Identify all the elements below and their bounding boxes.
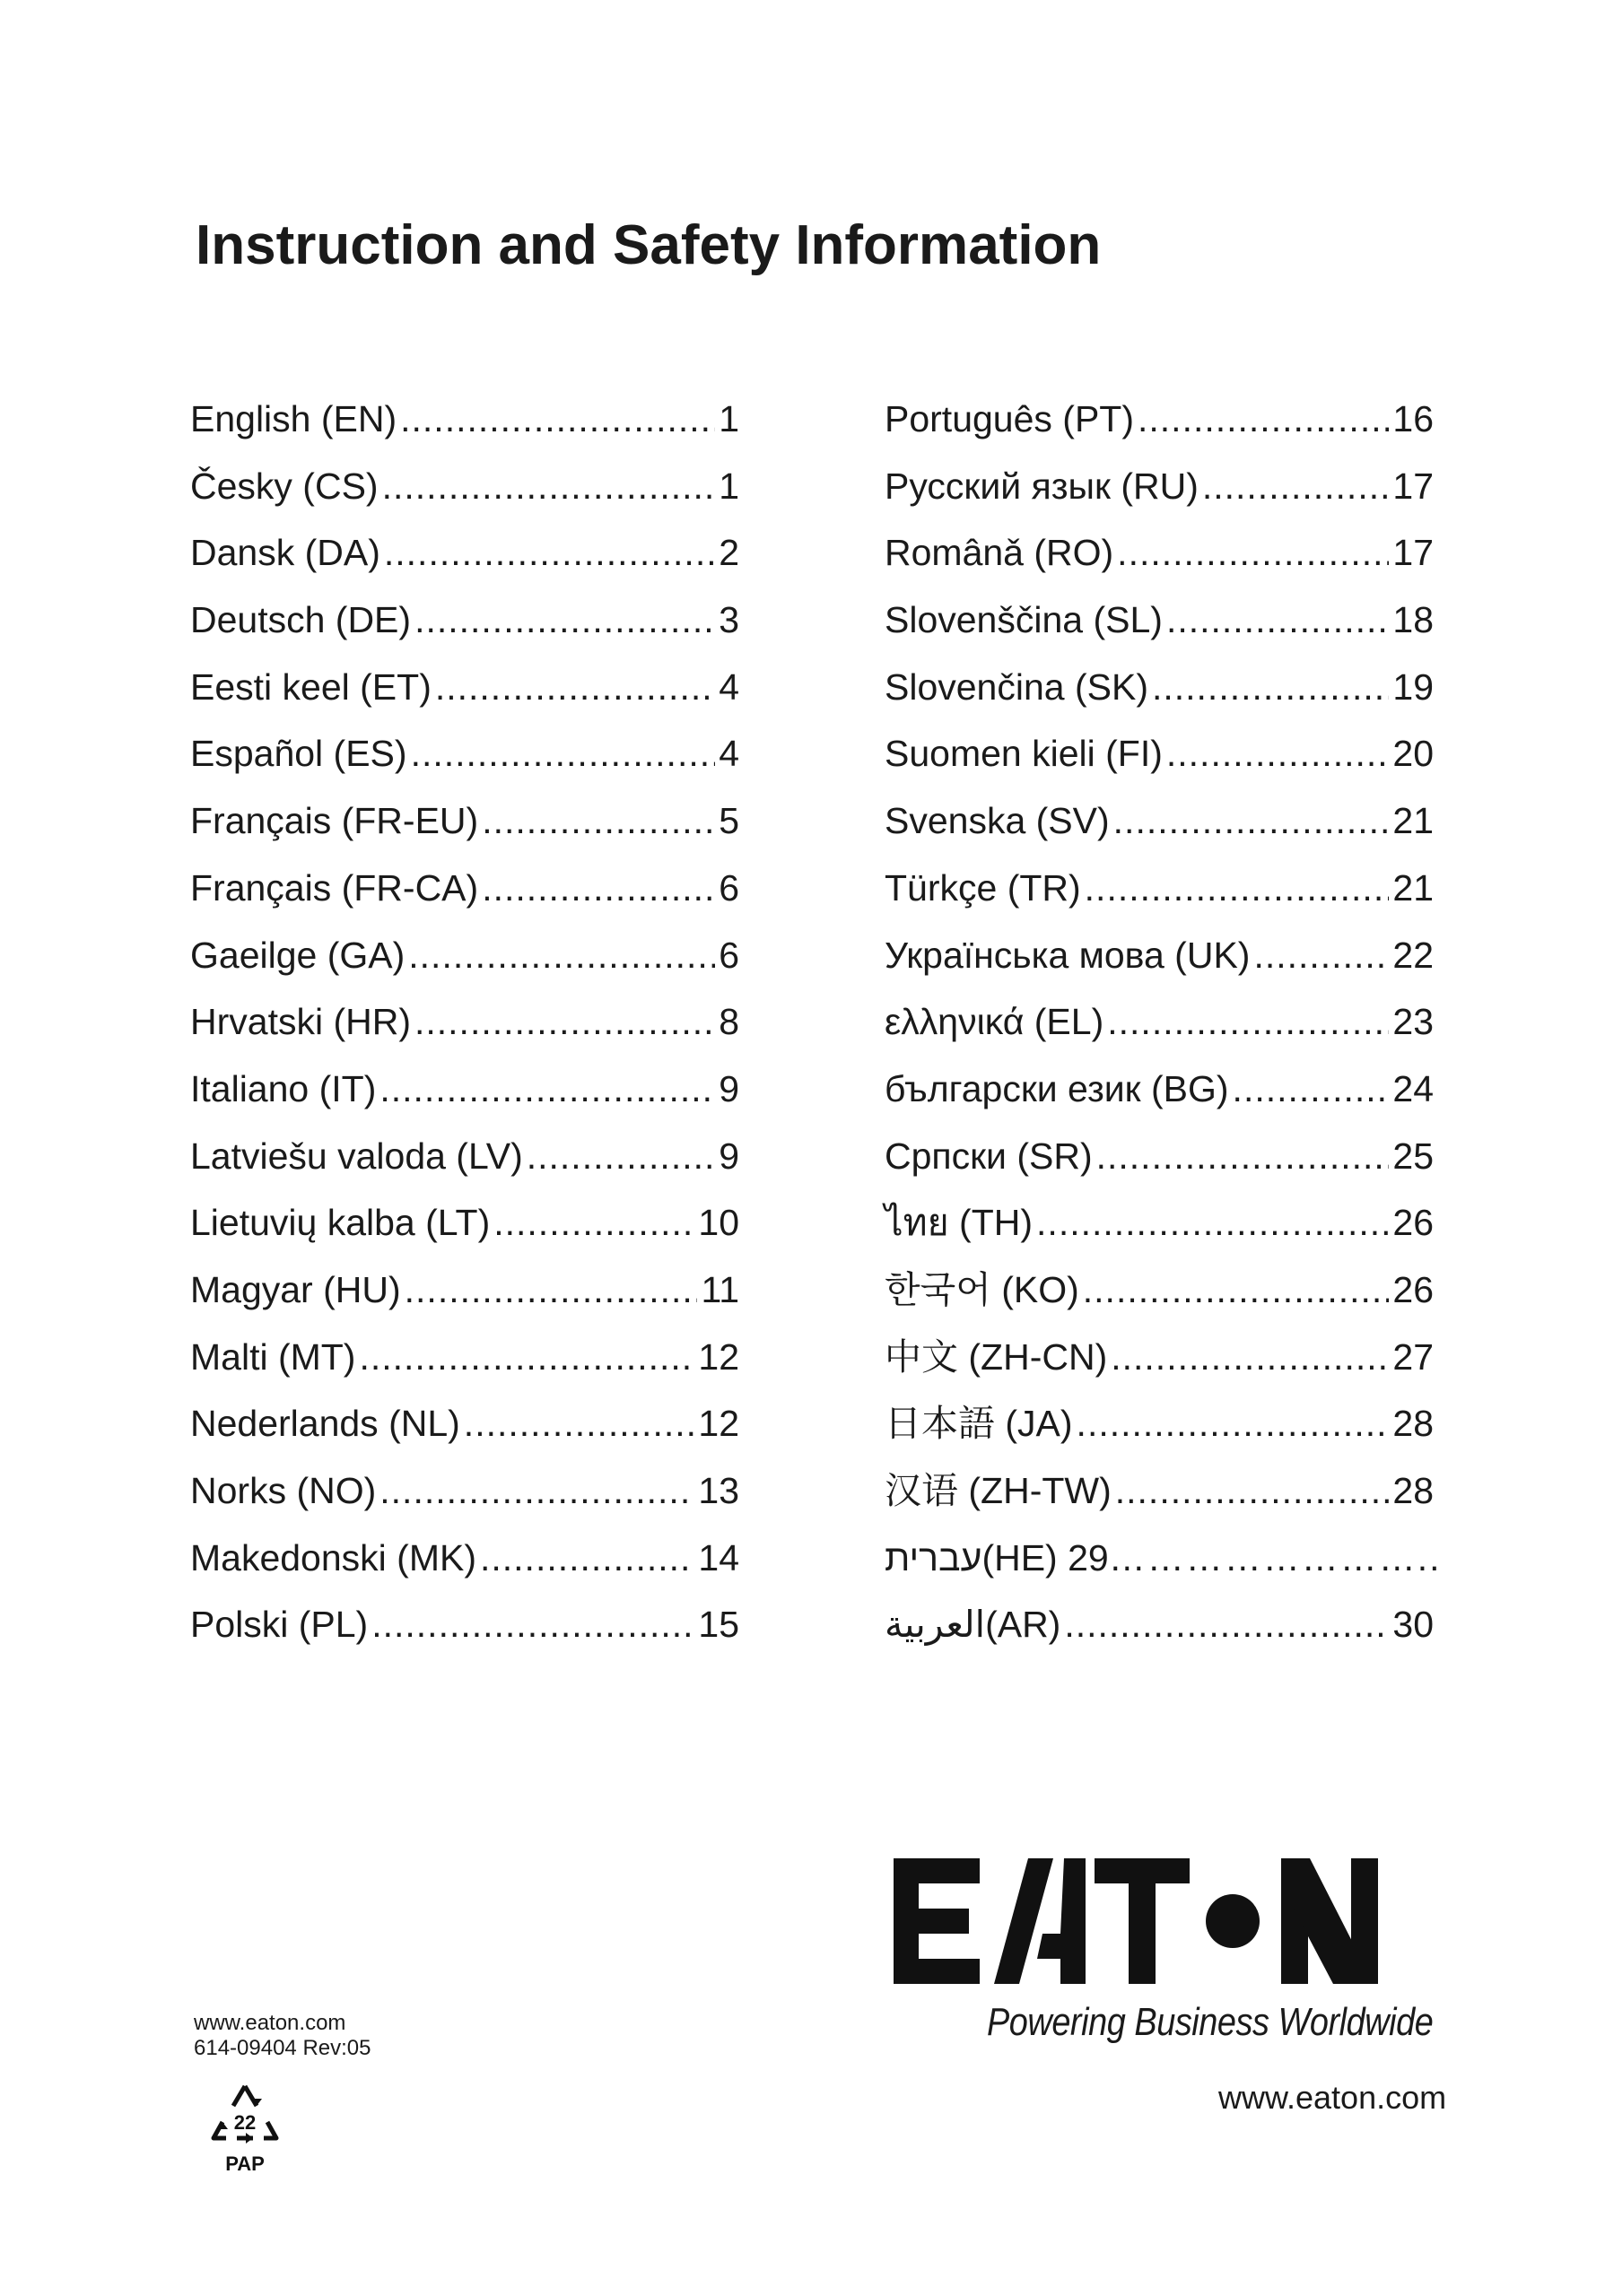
toc-leader-dots [359, 1324, 694, 1391]
toc-entry-page: 22 [1392, 934, 1434, 976]
toc-entry[interactable] [885, 1123, 1434, 1190]
brand-website[interactable]: www.eaton.com [1218, 2079, 1447, 2116]
toc-leader-dots [1096, 1123, 1390, 1190]
toc-leader-dots [411, 720, 716, 787]
toc-entry-label: ไทย (TH) [885, 1202, 1034, 1244]
eaton-logo-mark [894, 1858, 1468, 1984]
toc-leader-dots [1253, 922, 1389, 989]
footer-website[interactable]: www.eaton.com [194, 2011, 346, 2035]
toc-entry[interactable] [885, 1457, 1434, 1525]
toc-entry[interactable] [885, 855, 1434, 922]
toc-entry-label: Românǎ (RO) [885, 532, 1114, 574]
toc-entry[interactable] [190, 654, 739, 721]
toc-entry-label: עברית(HE) 29 [885, 1536, 1109, 1578]
recycle-number: 22 [233, 2111, 257, 2134]
toc-entry-label: Српски (SR) [885, 1135, 1093, 1177]
toc-entry-page: 17 [1392, 465, 1434, 507]
toc-entry-label: Nederlands (NL) [190, 1403, 460, 1445]
toc-entry-page: 26 [1392, 1202, 1434, 1244]
toc-entry-label: Deutsch (DE) [190, 599, 412, 641]
toc-entry[interactable] [190, 922, 739, 989]
toc-leader-dots [480, 1525, 694, 1592]
toc-entry[interactable] [885, 1324, 1434, 1391]
toc-entry-label: ελληνικά (EL) [885, 1001, 1104, 1043]
toc-entry-page: 28 [1392, 1403, 1434, 1445]
toc-leader-dots [482, 787, 715, 855]
toc-entry-label: Eesti keel (ET) [190, 665, 432, 708]
toc-leader-dots [1064, 1591, 1389, 1658]
toc-entry-page: 4 [719, 733, 739, 775]
toc-entry-label: Português (PT) [885, 398, 1134, 439]
toc-entry-page: 14 [698, 1536, 739, 1578]
toc-entry[interactable] [190, 1525, 739, 1592]
toc-entry[interactable] [190, 988, 739, 1056]
toc-entry-label: Malti (MT) [190, 1335, 356, 1378]
toc-entry-label: Slovenčina (SK) [885, 665, 1148, 708]
toc-entry-page: 17 [1392, 532, 1434, 574]
toc-leader-dots [1117, 519, 1389, 587]
toc-entry[interactable] [190, 587, 739, 654]
toc-entry-label: Latviešu valoda (LV) [190, 1135, 523, 1177]
toc-entry-label: 한국어 (KO) [885, 1268, 1079, 1310]
toc-entry-page: 1 [719, 398, 739, 439]
toc-leader-dots [464, 1390, 695, 1457]
toc-entry-page: 2 [719, 532, 739, 574]
toc-entry-label: Magyar (HU) [190, 1268, 401, 1310]
toc-leader-dots: …………………….. [1108, 1536, 1442, 1578]
toc-entry[interactable] [885, 1056, 1434, 1123]
toc-entry[interactable] [885, 922, 1434, 989]
document-number: 614-09404 Rev:05 [194, 2036, 371, 2060]
eaton-logo [894, 1858, 1468, 1984]
toc-entry-page: 26 [1392, 1268, 1434, 1310]
toc-entry-page: 15 [698, 1604, 739, 1646]
toc-entry[interactable] [885, 519, 1434, 587]
toc-entry[interactable] [885, 787, 1434, 855]
toc-entry[interactable] [190, 453, 739, 520]
toc-entry-label: Français (FR-EU) [190, 800, 479, 842]
toc-entry[interactable] [190, 386, 739, 453]
toc-leader-dots [1152, 654, 1389, 721]
toc-entry-page: 11 [701, 1268, 739, 1310]
toc-leader-dots [1083, 1257, 1390, 1324]
toc-entry-page: 13 [698, 1470, 739, 1511]
toc-leader-dots [379, 1457, 694, 1525]
toc-entry[interactable] [885, 587, 1434, 654]
toc-leader-dots [1115, 1457, 1390, 1525]
toc-entry[interactable] [885, 1257, 1434, 1324]
toc-entry-label: Français (FR-CA) [190, 866, 479, 909]
toc-entry-page: 9 [719, 1067, 739, 1109]
toc-entry-page: 20 [1392, 733, 1434, 775]
toc-entry-label: Makedonski (MK) [190, 1536, 476, 1578]
toc-entry-page: 3 [719, 599, 739, 641]
toc-entry-page: 28 [1392, 1470, 1434, 1511]
toc-entry[interactable] [885, 720, 1434, 787]
toc-entry[interactable] [885, 1390, 1434, 1457]
toc-leader-dots [1166, 587, 1389, 654]
toc-entry-page: 19 [1392, 665, 1434, 708]
toc-entry-page: 5 [719, 800, 739, 842]
toc-entry-label: 汉语 (ZH-TW) [885, 1470, 1112, 1511]
toc-entry-page: 27 [1392, 1335, 1434, 1378]
toc-leader-dots [408, 922, 715, 989]
toc-leader-dots [1233, 1056, 1390, 1123]
toc-entry-page: 8 [719, 1001, 739, 1043]
toc-entry[interactable] [190, 720, 739, 787]
toc-entry-label: Türkçe (TR) [885, 866, 1081, 909]
toc-entry-label: Polski (PL) [190, 1604, 369, 1646]
toc-leader-dots [414, 988, 715, 1056]
toc-entry[interactable] [885, 1189, 1434, 1257]
toc-leader-dots [384, 519, 715, 587]
recycle-code: PAP [225, 2152, 265, 2175]
toc-leader-dots [414, 587, 715, 654]
toc-right-column [885, 386, 1442, 1658]
toc-entry[interactable] [190, 1056, 739, 1123]
toc-leader-dots [1111, 1324, 1389, 1391]
toc-leader-dots [435, 654, 715, 721]
toc-entry-label: Українська мова (UK) [885, 934, 1251, 976]
page-title: Instruction and Safety Information [196, 214, 1102, 276]
toc-leader-dots [1085, 855, 1390, 922]
toc-entry-label: Hrvatski (HR) [190, 1001, 411, 1043]
toc-leader-dots [400, 386, 715, 453]
toc-leader-dots [1202, 453, 1390, 520]
toc-leader-dots [382, 453, 716, 520]
toc-entry[interactable] [190, 855, 739, 922]
toc-entry-label: Norks (NO) [190, 1470, 377, 1511]
toc-entry-label: Suomen kieli (FI) [885, 733, 1163, 775]
toc-entry[interactable] [190, 519, 739, 587]
toc-entry-page: 16 [1392, 398, 1434, 439]
toc-entry-label: Slovenščina (SL) [885, 599, 1163, 641]
toc-entry-label: Česky (CS) [190, 465, 379, 507]
toc-leader-dots [527, 1123, 715, 1190]
toc-entry-page: 6 [719, 934, 739, 976]
toc-entry[interactable] [885, 1591, 1434, 1658]
toc-entry[interactable] [190, 1457, 739, 1525]
toc-leader-dots [371, 1591, 694, 1658]
toc-leader-dots [405, 1257, 698, 1324]
toc-leader-dots [482, 855, 715, 922]
toc-entry-page: 1 [719, 465, 739, 507]
toc-entry-page: 18 [1392, 599, 1434, 641]
toc-entry-page: 25 [1392, 1135, 1434, 1177]
toc-entry[interactable] [190, 787, 739, 855]
toc-leader-dots [1113, 787, 1390, 855]
toc-leader-dots [1107, 988, 1389, 1056]
toc-entry[interactable] [190, 1390, 739, 1457]
toc-leader-dots [1036, 1189, 1389, 1257]
toc-entry-label: Español (ES) [190, 733, 407, 775]
toc-entry[interactable] [190, 1324, 739, 1391]
toc-entry[interactable] [885, 654, 1434, 721]
toc-entry-label: Dansk (DA) [190, 532, 380, 574]
toc-entry-label: 日本語 (JA) [885, 1403, 1073, 1445]
toc-entry-label: български език (BG) [885, 1067, 1229, 1109]
toc-entry-label: العربية(AR) [885, 1604, 1061, 1646]
toc-entry-hebrew[interactable] [885, 1525, 1442, 1592]
toc-entry[interactable] [885, 453, 1434, 520]
toc-entry-page: 21 [1392, 800, 1434, 842]
toc-leader-dots [493, 1189, 694, 1257]
toc-entry-page: 12 [698, 1403, 739, 1445]
toc-entry[interactable] [885, 988, 1434, 1056]
toc-entry-label: Русский язык (RU) [885, 465, 1199, 507]
toc-leader-dots [1138, 386, 1389, 453]
toc-left-column [190, 386, 739, 1658]
toc-entry-page: 12 [698, 1335, 739, 1378]
toc-entry[interactable] [190, 1591, 739, 1658]
recycling-icon [205, 2079, 285, 2182]
toc-entry-page: 10 [698, 1202, 739, 1244]
toc-entry-page: 6 [719, 866, 739, 909]
toc-entry-label: Italiano (IT) [190, 1067, 377, 1109]
toc-leader-dots [379, 1056, 715, 1123]
toc-entry[interactable] [190, 1189, 739, 1257]
toc-entry-label: Gaeilge (GA) [190, 934, 406, 976]
toc-entry-page: 30 [1392, 1604, 1434, 1646]
toc-entry-page: 21 [1392, 866, 1434, 909]
toc-entry-label: English (EN) [190, 398, 397, 439]
toc-entry-page: 4 [719, 665, 739, 708]
toc-leader-dots [1166, 720, 1390, 787]
toc-entry-label: Lietuvių kalba (LT) [190, 1202, 491, 1244]
toc-leader-dots [1077, 1390, 1390, 1457]
toc-entry-label: Svenska (SV) [885, 800, 1110, 842]
toc-entry-page: 23 [1392, 1001, 1434, 1043]
toc-entry-page: 9 [719, 1135, 739, 1177]
brand-tagline: Powering Business Worldwide [987, 2000, 1434, 2044]
toc-entry[interactable] [190, 1123, 739, 1190]
toc-entry[interactable] [190, 1257, 739, 1324]
toc-entry-label: 中文 (ZH-CN) [885, 1335, 1108, 1378]
toc-entry-page: 24 [1392, 1067, 1434, 1109]
toc-entry[interactable] [885, 386, 1434, 453]
